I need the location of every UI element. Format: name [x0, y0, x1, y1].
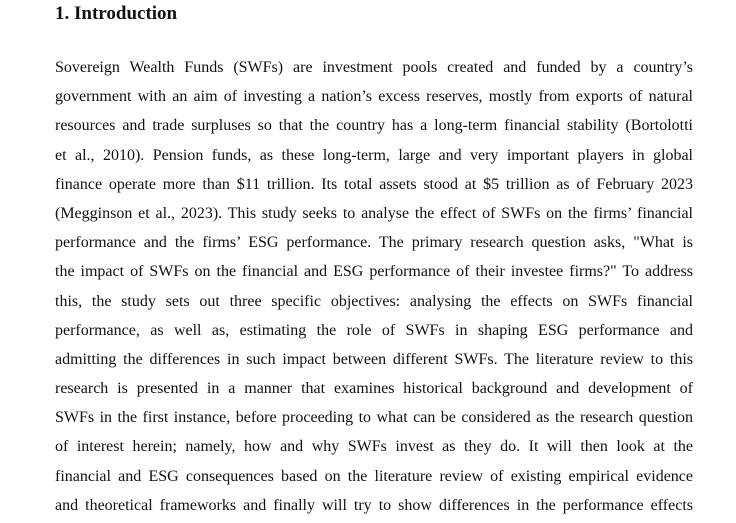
- paragraph-line: et al., 2010). Pension funds, as these long-term, large and very important players in global: [55, 146, 693, 164]
- paragraph-line: and theoretical frameworks and finally will try to show differences in the performance effects: [55, 496, 693, 514]
- paragraph-line: government with an aim of investing a nation’s excess reserves, mostly from exports of natural: [55, 88, 693, 106]
- introduction-paragraph: [55, 56, 693, 523]
- paragraph-line: this, the study sets out three specific objectives: analysing the effects on SWFs financial: [55, 292, 693, 310]
- paragraph-line: performance and the firms’ ESG performance. The primary research question asks, "What is: [55, 234, 693, 252]
- paragraph-line: of interest herein; namely, how and why SWFs invest as they do. It will then look at the: [55, 438, 693, 456]
- paragraph-line: research is presented in a manner that examines historical background and development of: [55, 380, 693, 398]
- paragraph-line: SWFs in the first instance, before proceeding to what can be considered as the research question: [55, 409, 693, 427]
- paragraph-line: the impact of SWFs on the financial and ESG performance of their investee firms?" To address: [55, 263, 693, 281]
- paragraph-line: admitting the differences in such impact between different SWFs. The literature review to this: [55, 350, 693, 368]
- section-heading: 1. Introduction: [55, 3, 178, 24]
- paragraph-line: finance operate more than $11 trillion. Its total assets stood at $5 trillion as of February 2023: [55, 175, 693, 193]
- paragraph-line: Sovereign Wealth Funds (SWFs) are investment pools created and funded by a country’s: [55, 59, 693, 76]
- paragraph-line: financial and ESG consequences based on the literature review of existing empirical evidence: [55, 467, 693, 485]
- paragraph-line: (Megginson et al., 2023). This study seeks to analyse the effect of SWFs on the firms’ financial: [55, 204, 693, 222]
- paragraph-line: performance, as well as, estimating the role of SWFs in shaping ESG performance and: [55, 321, 693, 339]
- paragraph-line: resources and trade surpluses so that the country has a long-term financial stability (Bortolotti: [55, 117, 693, 135]
